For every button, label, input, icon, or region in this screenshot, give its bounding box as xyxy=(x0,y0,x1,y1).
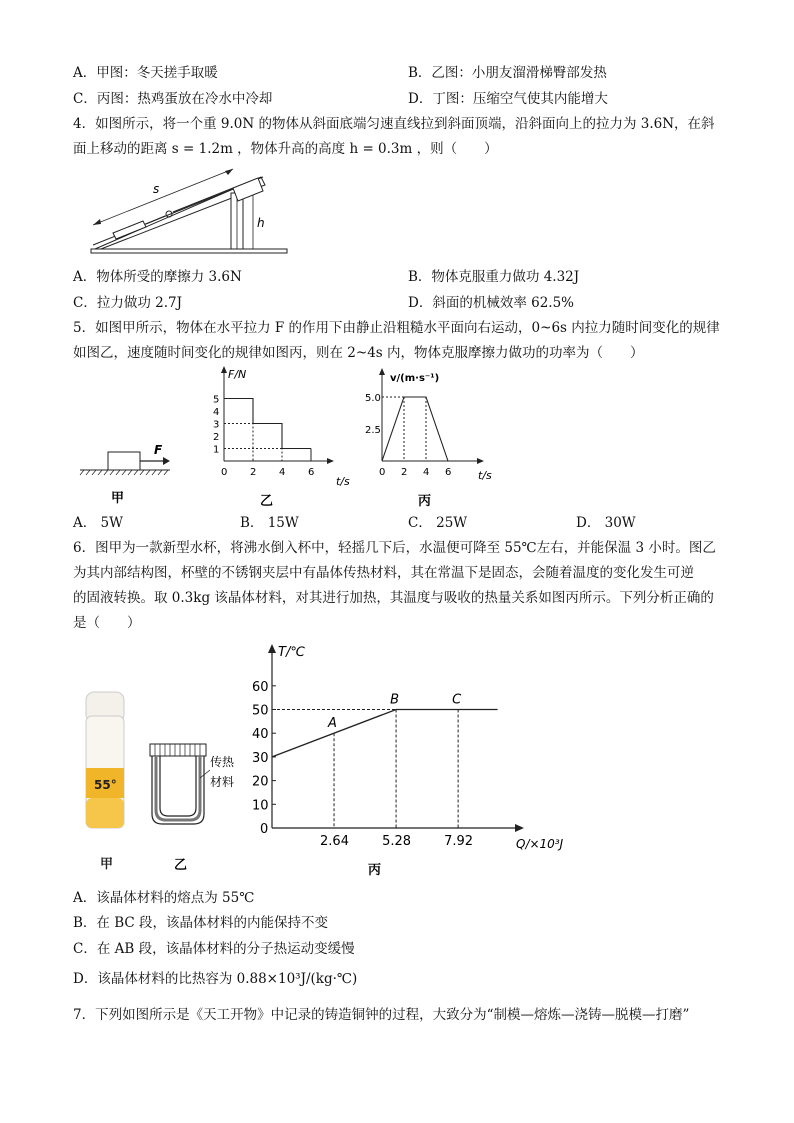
q3-option-c: C．丙图：热鸡蛋放在冷水中冷却 xyxy=(73,91,273,107)
q6-cup-label: 55° xyxy=(94,778,117,792)
chart-caption: 乙 xyxy=(260,494,274,509)
q4-stem-line1: 4．如图所示，将一个重 9.0N 的物体从斜面底端匀速直线拉到斜面顶端，沿斜面向上的拉力为 3.6N，在斜 xyxy=(73,116,715,132)
x-tick-label: 6 xyxy=(445,467,452,478)
q5-stem-line1: 5．如图甲所示，物体在水平拉力 F 的作用下由静止沿粗糙水平面向右运动，0~6s 内拉力随时间变化的规律 xyxy=(73,320,720,336)
q5-velocity-chart xyxy=(358,366,508,511)
q6-option-a: A．该晶体材料的熔点为 55℃ xyxy=(73,890,255,906)
q6-material-label-1: 传热 xyxy=(210,755,235,769)
y-tick-label: 5.0 xyxy=(365,393,381,404)
x-tick-label: 4 xyxy=(279,467,286,478)
y-tick-label: 20 xyxy=(252,774,269,790)
q6-stem-line2: 为其内部结构图，杯壁的不锈钢夹层中有晶体传热材料，其在常温下是固态，会随着温度的变化发生可逆 xyxy=(73,565,694,581)
q4-fig-s-label: s xyxy=(153,182,160,196)
temperature-series-line xyxy=(272,710,498,757)
y-tick-label: 30 xyxy=(252,750,269,766)
y-tick-label: 50 xyxy=(252,703,269,719)
x-tick-label: 5.28 xyxy=(382,834,412,849)
q6-option-b: B．在 BC 段，该晶体材料的内能保持不变 xyxy=(73,915,329,931)
q3-option-a: A．甲图：冬天搓手取暖 xyxy=(73,65,218,81)
q3-option-b: B．乙图：小朋友溜滑梯臀部发热 xyxy=(408,65,607,81)
x-tick-label: 0 xyxy=(379,467,386,478)
x-tick-label: 6 xyxy=(308,467,315,478)
q7-stem-line1: 7．下列如图所示是《天工开物》中记录的铸造铜钟的过程，大致分为“制模—熔炼—浇铸—脱模—打磨” xyxy=(73,1007,690,1023)
x-tick-label: 2.64 xyxy=(320,834,349,849)
chart-caption: 丙 xyxy=(418,494,432,509)
y-tick-label: 3 xyxy=(213,419,220,431)
q6-temperature-chart xyxy=(240,640,580,880)
q5-fig-jia-caption: 甲 xyxy=(111,491,125,506)
y-axis-label: F/N xyxy=(228,368,247,381)
q5-option-c: C． 25W xyxy=(408,515,468,531)
y-tick-label: 60 xyxy=(252,679,269,695)
q4-option-b: B．物体克服重力做功 4.32J xyxy=(408,269,580,285)
x-axis-label: t/s xyxy=(478,469,492,482)
x-tick-label: 7.92 xyxy=(444,834,474,849)
x-tick-label: 2 xyxy=(250,467,257,478)
point-label: C xyxy=(452,692,462,708)
q5-force-chart xyxy=(208,366,358,511)
q6-option-d: D．该晶体材料的比热容为 0.88×10³J/(kg·℃) xyxy=(73,971,358,987)
q6-stem-line3: 的固液转换。取 0.3kg 该晶体材料，对其进行加热，其温度与吸收的热量关系如图丙所示。下列分析正确的 xyxy=(73,590,714,606)
point-label: A xyxy=(328,716,337,732)
q5-block-figure xyxy=(78,440,198,515)
y-axis-arrow xyxy=(268,644,276,653)
chart-caption: 丙 xyxy=(368,863,382,878)
q6-option-c: C．在 AB 段，该晶体材料的分子热运动变缓慢 xyxy=(73,941,355,957)
y-tick-label: 2.5 xyxy=(365,425,381,436)
q6-cup-figure xyxy=(82,690,142,880)
x-tick-label: 2 xyxy=(401,467,408,478)
q5-fig-F-label: F xyxy=(154,443,163,457)
y-axis-label: v/(m·s⁻¹) xyxy=(390,373,440,384)
y-axis-label: T/℃ xyxy=(278,645,305,660)
q4-option-d: D．斜面的机械效率 62.5% xyxy=(408,295,575,311)
y-tick-label: 0 xyxy=(260,822,269,837)
q4-option-a: A．物体所受的摩擦力 3.6N xyxy=(73,269,242,285)
y-axis-arrow xyxy=(379,368,385,375)
point-label: B xyxy=(390,692,400,708)
q6-fig-yi-caption: 乙 xyxy=(174,858,188,873)
y-tick-label: 40 xyxy=(252,727,269,743)
y-tick-label: 2 xyxy=(213,432,220,443)
q4-incline-figure xyxy=(73,163,293,258)
x-tick-label: 4 xyxy=(423,467,430,478)
q4-fig-h-label: h xyxy=(257,216,265,230)
q4-option-c: C．拉力做功 2.7J xyxy=(73,295,183,311)
y-tick-label: 4 xyxy=(213,407,220,418)
velocity-series-line xyxy=(382,397,448,461)
q4-stem-line2: 面上移动的距离 s = 1.2m ，物体升高的高度 h = 0.3m ，则（ ） xyxy=(73,141,498,157)
q6-stem-line4: 是（ ） xyxy=(73,615,141,631)
q6-material-label-2: 材料 xyxy=(210,775,235,789)
y-tick-label: 10 xyxy=(252,798,269,814)
x-tick-label: 0 xyxy=(221,467,228,478)
q6-stem-line1: 6．图甲为一款新型水杯，将沸水倒入杯中，轻摇几下后，水温便可降至 55℃左右，并能保温 3 小时。图乙 xyxy=(73,540,716,556)
x-axis-arrow xyxy=(515,824,524,832)
q5-option-b: B． 15W xyxy=(240,515,299,531)
x-axis-arrow xyxy=(327,458,334,464)
x-axis-label: Q/×10³J xyxy=(516,837,564,851)
q5-option-d: D． 30W xyxy=(576,515,636,531)
q3-option-d: D．丁图：压缩空气使其内能增大 xyxy=(408,91,608,107)
y-tick-label: 5 xyxy=(213,394,220,406)
q5-option-a: A． 5W xyxy=(73,515,124,531)
q6-fig-jia-caption: 甲 xyxy=(100,857,114,872)
y-axis-arrow xyxy=(221,366,227,373)
q5-stem-line2: 如图乙，速度随时间变化的规律如图丙，则在 2~4s 内，物体克服摩擦力做功的功率为（ ） xyxy=(73,345,644,361)
x-axis-arrow xyxy=(477,458,484,464)
y-tick-label: 1 xyxy=(213,444,220,456)
x-axis-label: t/s xyxy=(336,475,350,488)
